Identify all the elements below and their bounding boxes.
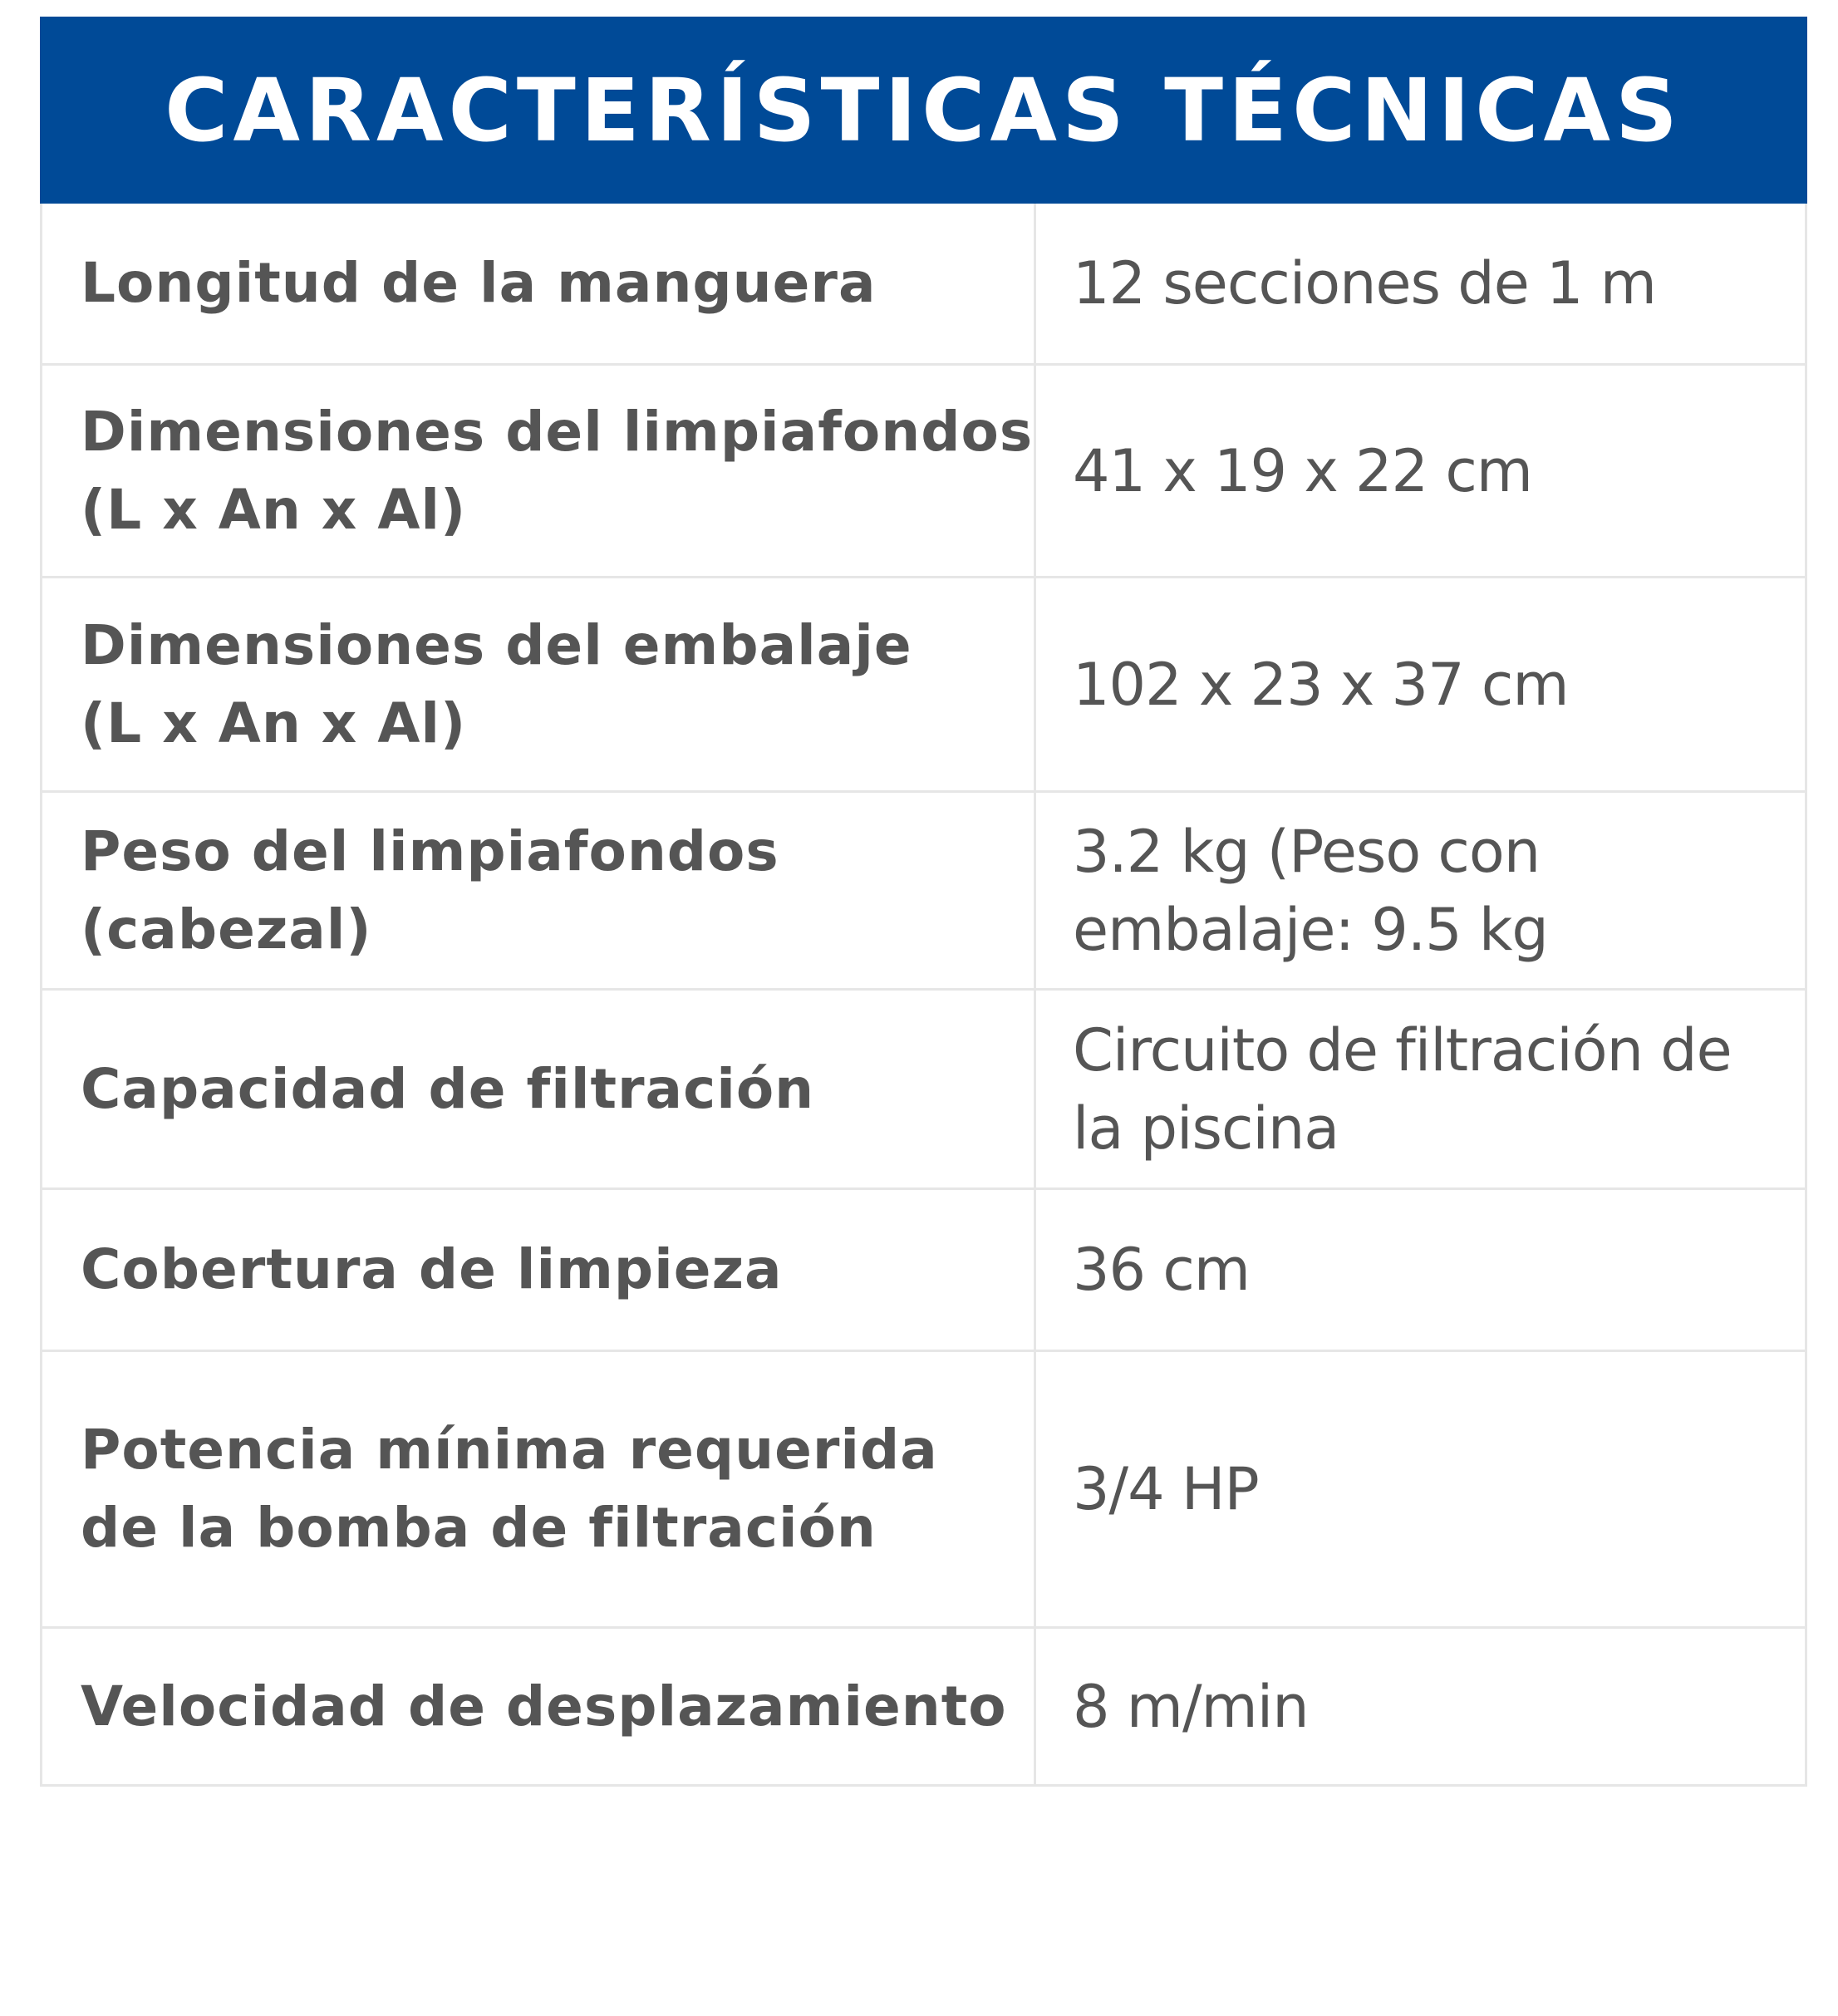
spec-value-line: 12 secciones de 1 m [1073,249,1656,317]
spec-label-line: (L x An x Al) [81,477,467,542]
table-row [42,990,1806,1189]
spec-label-line: Capacidad de filtración [81,1056,815,1121]
table-row [42,203,1806,365]
spec-label [42,990,1035,1189]
spec-label [42,792,1035,990]
spec-value [1035,203,1806,365]
spec-value-line: 8 m/min [1073,1672,1309,1741]
spec-value-line: embalaje: 9.5 kg [1073,895,1548,964]
spec-label-line: Cobertura de limpieza [81,1237,783,1301]
spec-label-line: Velocidad de desplazamiento [81,1674,1007,1738]
spec-value-line: la piscina [1073,1094,1339,1163]
spec-value-line: 3/4 HP [1073,1455,1259,1523]
spec-value-line: 3.2 kg (Peso con [1073,817,1541,886]
spec-label-line: Dimensiones del embalaje [81,612,912,677]
spec-label-line: Potencia mínima requerida [81,1418,938,1482]
spec-label [42,203,1035,365]
spec-value-line: 36 cm [1073,1236,1250,1304]
table-row [42,792,1806,990]
table-row [42,365,1806,578]
spec-label-line: de la bomba de filtración [81,1496,877,1560]
spec-label-line: (L x An x Al) [81,691,467,755]
spec-value [1035,1189,1806,1351]
spec-label-line: (cabezal) [81,897,372,961]
spec-label-line: Longitud de la manguera [81,251,877,315]
table-row [42,1189,1806,1351]
table-header-row [42,18,1806,203]
table-row [42,1351,1806,1628]
spec-value-line: 102 x 23 x 37 cm [1073,650,1569,719]
spec-label [42,1351,1035,1628]
spec-value-line: Circuito de filtración de [1073,1015,1732,1084]
spec-value [1035,990,1806,1189]
table-title: CARACTERÍSTICAS TÉCNICAS [42,18,1806,203]
spec-label [42,1628,1035,1786]
spec-value [1035,578,1806,792]
spec-label [42,578,1035,792]
spec-value [1035,792,1806,990]
table-row [42,578,1806,792]
spec-value [1035,365,1806,578]
spec-label [42,365,1035,578]
spec-value [1035,1351,1806,1628]
spec-value [1035,1628,1806,1786]
spec-label-line: Peso del limpiafondos [81,819,779,883]
table-row [42,1628,1806,1786]
spec-label [42,1189,1035,1351]
spec-label-line: Dimensiones del limpiafondos [81,399,1034,464]
spec-value-line: 41 x 19 x 22 cm [1073,436,1532,505]
specifications-table [40,17,1807,1787]
